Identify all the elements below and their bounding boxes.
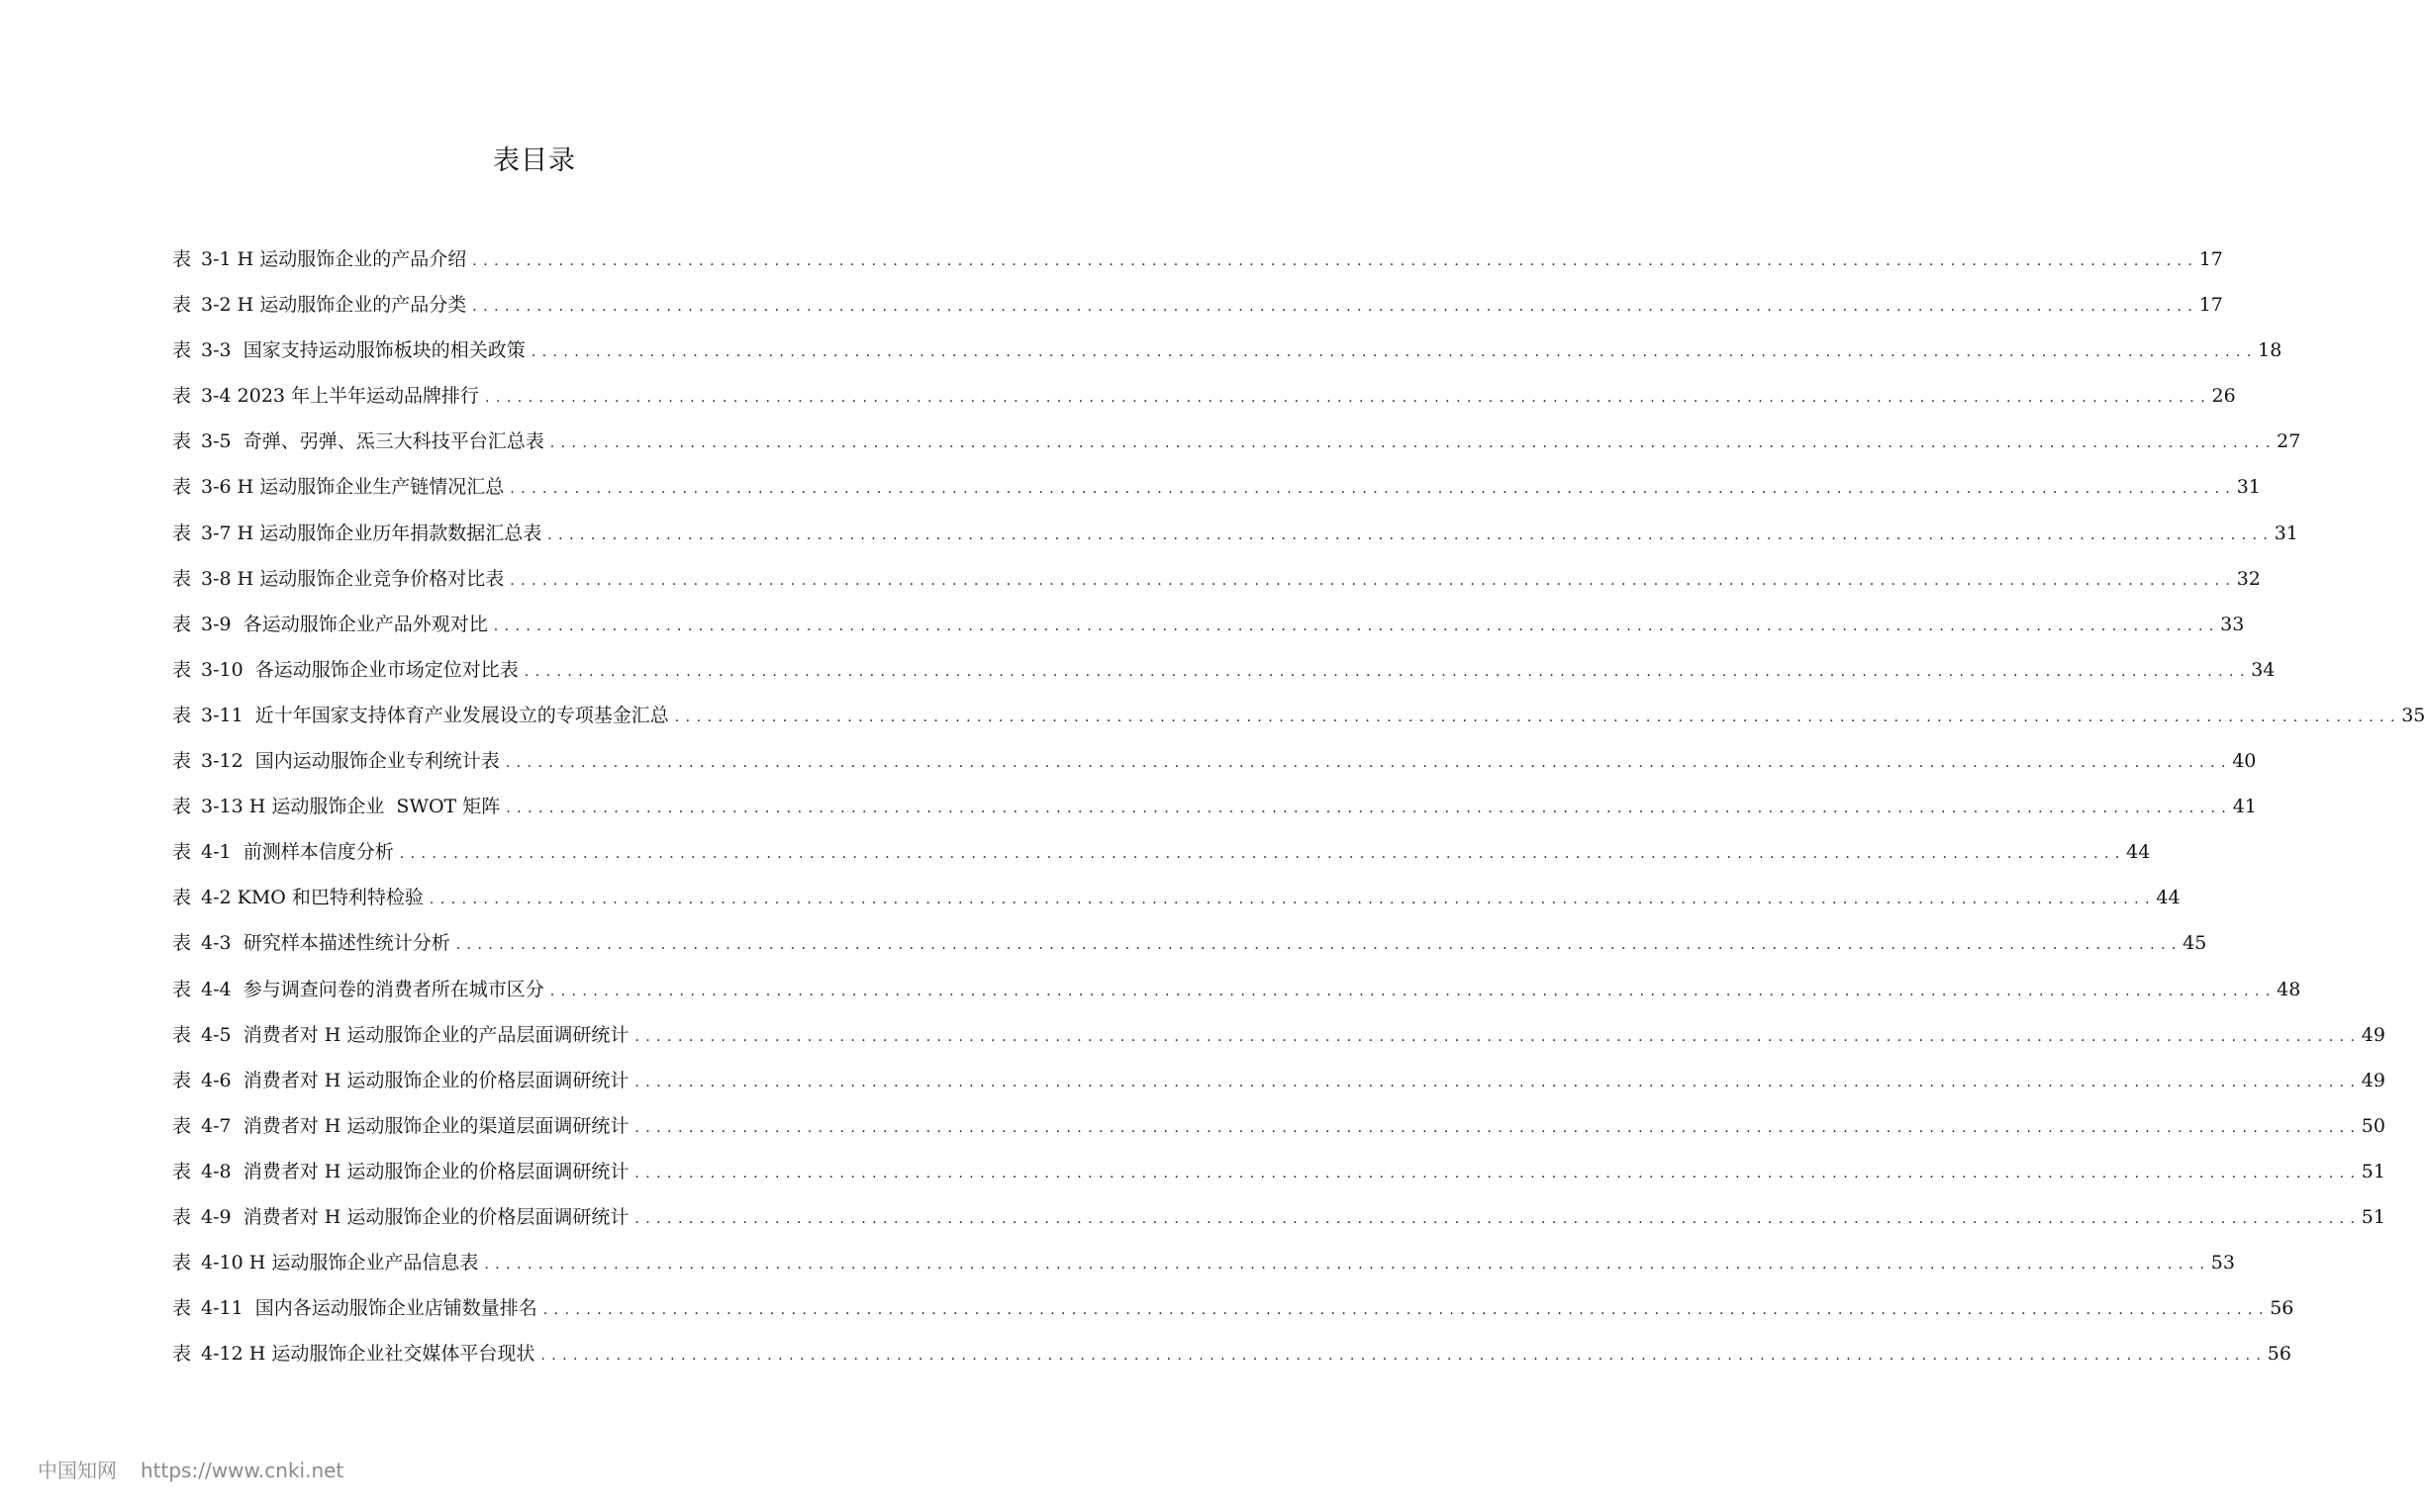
toc-entry[interactable]: [172, 1331, 2291, 1376]
dot-leader: . . . . . . . . . . . . . . . . . . . . . . . . . . . . . . . . . . . . . . . . . . . . . . . . . . . . . . . . . . . . . . . . . . . . . . . . . . . . . . . . . . . . . . . . . . . . . . . . . . . . . . . . . . . . . . . . . . . . . . . . . . . . . . . . . . . . . . . . . . . . . . . . . . . . . . . . . . . . . . . .: [505, 755, 2227, 772]
toc-entry-title: 3-3 国家支持运动服饰板块的相关政策: [201, 339, 526, 362]
toc-entry-page-number: 35: [2401, 704, 2425, 726]
dot-leader: . . . . . . . . . . . . . . . . . . . . . . . . . . . . . . . . . . . . . . . . . . . . . . . . . . . . . . . . . . . . . . . . . . . . . . . . . . . . . . . . . . . . . . . . . . . . . . . . . . . . . . . . . . . . . . . . . . . . . . . . . . . . . . . . . . . . . . . . . . . . . . . . . . . . . . . . . . . . . . . .: [524, 663, 2246, 680]
watermark-url: https://www.cnki.net: [141, 1459, 344, 1482]
toc-entry-prefix: 表: [172, 1114, 192, 1137]
toc-entry-title: 3-11 近十年国家支持体育产业发展设立的专项基金汇总: [201, 704, 669, 726]
dot-leader: . . . . . . . . . . . . . . . . . . . . . . . . . . . . . . . . . . . . . . . . . . . . . . . . . . . . . . . . . . . . . . . . . . . . . . . . . . . . . . . . . . . . . . . . . . . . . . . . . . . . . . . . . . . . . . . . . . . . . . . . . . . . . . . . . . . . . . . . . . . . . . . . . . . . . . . . . . . . . . . .: [634, 1028, 2356, 1045]
toc-entry-title: 4-12 H 运动服饰企业社交媒体平台现状: [201, 1343, 535, 1366]
toc-entry-prefix: 表: [172, 658, 192, 681]
watermark: [38, 1455, 343, 1483]
toc-entry-page-number: 18: [2258, 339, 2282, 362]
toc-entry-page-number: 51: [2361, 1160, 2385, 1182]
toc-entry-prefix: 表: [172, 1252, 192, 1275]
dot-leader: . . . . . . . . . . . . . . . . . . . . . . . . . . . . . . . . . . . . . . . . . . . . . . . . . . . . . . . . . . . . . . . . . . . . . . . . . . . . . . . . . . . . . . . . . . . . . . . . . . . . . . . . . . . . . . . . . . . . . . . . . . . . . . . . . . . . . . . . . . . . . . . . . . . . . . . . . . . . . . . .: [472, 253, 2193, 269]
toc-entry[interactable]: [172, 829, 2151, 875]
dot-leader: . . . . . . . . . . . . . . . . . . . . . . . . . . . . . . . . . . . . . . . . . . . . . . . . . . . . . . . . . . . . . . . . . . . . . . . . . . . . . . . . . . . . . . . . . . . . . . . . . . . . . . . . . . . . . . . . . . . . . . . . . . . . . . . . . . . . . . . . . . . . . . . . . . . . . . . . . . . . . . . .: [634, 1165, 2356, 1181]
toc-entry-prefix: 表: [172, 1297, 192, 1320]
toc-entry-label: [172, 419, 550, 464]
toc-entry-prefix: 表: [172, 704, 192, 726]
toc-entry[interactable]: [172, 282, 2223, 328]
toc-entry-page-number: 41: [2232, 796, 2257, 818]
toc-entry-title: 3-6 H 运动服饰企业生产链情况汇总: [201, 476, 505, 499]
toc-entry[interactable]: [172, 328, 2282, 373]
toc-entry-page-number: 26: [2211, 385, 2236, 408]
toc-entry-label: [172, 1012, 634, 1058]
toc-entry[interactable]: [172, 1240, 2235, 1285]
toc-entry-prefix: 表: [172, 294, 192, 317]
toc-entry-prefix: 表: [172, 1205, 192, 1228]
toc-entry-page-number: 48: [2277, 978, 2301, 1000]
toc-entry-prefix: 表: [172, 1069, 192, 1091]
toc-entry-page-number: 31: [2236, 476, 2261, 499]
toc-entry[interactable]: [172, 236, 2223, 282]
dot-leader: . . . . . . . . . . . . . . . . . . . . . . . . . . . . . . . . . . . . . . . . . . . . . . . . . . . . . . . . . . . . . . . . . . . . . . . . . . . . . . . . . . . . . . . . . . . . . . . . . . . . . . . . . . . . . . . . . . . . . . . . . . . . . . . . . . . . . . . . . . . . . . . . . . . . . . . . . . . . . . . .: [472, 299, 2193, 316]
toc-entry-label: [172, 1285, 543, 1331]
dot-leader: . . . . . . . . . . . . . . . . . . . . . . . . . . . . . . . . . . . . . . . . . . . . . . . . . . . . . . . . . . . . . . . . . . . . . . . . . . . . . . . . . . . . . . . . . . . . . . . . . . . . . . . . . . . . . . . . . . . . . . . . . . . . . . . . . . . . . . . . . . . . . . . . . . . . . . . . . . . . . . . .: [634, 1210, 2356, 1227]
toc-entry-prefix: 表: [172, 841, 192, 864]
toc-entry[interactable]: [172, 511, 2298, 556]
toc-entry-title: 3-9 各运动服饰企业产品外观对比: [201, 613, 488, 635]
toc-entry-title: 3-2 H 运动服饰企业的产品分类: [201, 294, 467, 317]
toc-entry[interactable]: [172, 875, 2181, 920]
toc-entry-page-number: 56: [2270, 1297, 2294, 1320]
toc-entry[interactable]: [172, 419, 2301, 464]
toc-entry-title: 4-1 前测样本信度分析: [201, 841, 394, 864]
toc-entry[interactable]: [172, 967, 2301, 1012]
page-title: 表目录: [493, 145, 576, 176]
toc-entry[interactable]: [172, 693, 2425, 738]
toc-entry[interactable]: [172, 1012, 2385, 1058]
toc-entry-label: [172, 1058, 634, 1103]
toc-entry-page-number: 44: [2126, 841, 2151, 864]
dot-leader: . . . . . . . . . . . . . . . . . . . . . . . . . . . . . . . . . . . . . . . . . . . . . . . . . . . . . . . . . . . . . . . . . . . . . . . . . . . . . . . . . . . . . . . . . . . . . . . . . . . . . . . . . . . . . . . . . . . . . . . . . . . . . . . . . . . . . . . . . . . . . . . . . . . . . . . . . . . . . . . .: [506, 801, 2227, 817]
toc-entry-prefix: 表: [172, 932, 192, 955]
toc-entry-label: [172, 1331, 540, 1376]
watermark-brand: 中国知网: [38, 1459, 117, 1482]
toc-entry-title: 3-10 各运动服饰企业市场定位对比表: [201, 658, 519, 681]
dot-leader: . . . . . . . . . . . . . . . . . . . . . . . . . . . . . . . . . . . . . . . . . . . . . . . . . . . . . . . . . . . . . . . . . . . . . . . . . . . . . . . . . . . . . . . . . . . . . . . . . . . . . . . . . . . . . . . . . . . . . . . . . . . . . . . . . . . . . . . . . . . . . . . . . . . . . . . . . . . . . . . .: [455, 937, 2178, 954]
dot-leader: . . . . . . . . . . . . . . . . . . . . . . . . . . . . . . . . . . . . . . . . . . . . . . . . . . . . . . . . . . . . . . . . . . . . . . . . . . . . . . . . . . . . . . . . . . . . . . . . . . . . . . . . . . . . . . . . . . . . . . . . . . . . . . . . . . . . . . . . . . . . . . . . . . . . . . . . . . . . . . . .: [510, 481, 2231, 498]
toc-entry-prefix: 表: [172, 521, 192, 544]
dot-leader: . . . . . . . . . . . . . . . . . . . . . . . . . . . . . . . . . . . . . . . . . . . . . . . . . . . . . . . . . . . . . . . . . . . . . . . . . . . . . . . . . . . . . . . . . . . . . . . . . . . . . . . . . . . . . . . . . . . . . . . . . . . . . . . . . . . . . . . . . . . . . . . . . . . . . . . . . . . . . . . .: [634, 1119, 2356, 1136]
toc-entry-page-number: 27: [2277, 430, 2301, 453]
toc-entry[interactable]: [172, 920, 2207, 966]
toc-entry[interactable]: [172, 464, 2261, 510]
toc-entry-title: 3-7 H 运动服饰企业历年捐款数据汇总表: [201, 521, 542, 544]
toc-entry-label: [172, 236, 472, 282]
toc-entry-label: [172, 282, 472, 328]
toc-entry-label: [172, 829, 400, 875]
toc-entry-label: [172, 556, 510, 602]
toc-entry-prefix: 表: [172, 887, 192, 909]
toc-entry-page-number: 45: [2182, 932, 2207, 955]
toc-entry[interactable]: [172, 738, 2257, 784]
toc-entry-label: [172, 875, 430, 920]
toc-entry[interactable]: [172, 647, 2276, 693]
toc-entry-label: [172, 1240, 484, 1285]
toc-entry-title: 3-5 奇弹、弜弹、炁三大科技平台汇总表: [201, 430, 544, 453]
toc-entry[interactable]: [172, 556, 2261, 602]
toc-entry-title: 4-4 参与调查问卷的消费者所在城市区分: [201, 978, 544, 1000]
toc-entry-label: [172, 511, 547, 556]
dot-leader: . . . . . . . . . . . . . . . . . . . . . . . . . . . . . . . . . . . . . . . . . . . . . . . . . . . . . . . . . . . . . . . . . . . . . . . . . . . . . . . . . . . . . . . . . . . . . . . . . . . . . . . . . . . . . . . . . . . . . . . . . . . . . . . . . . . . . . . . . . . . . . . . . . . . . . . . . . . . . . . .: [429, 892, 2151, 908]
toc-entry-title: 4-2 KMO 和巴特利特检验: [201, 887, 424, 909]
toc-entry-label: [172, 328, 532, 373]
toc-entry-label: [172, 1194, 634, 1240]
toc-entry-page-number: 50: [2361, 1114, 2385, 1137]
toc-entry-label: [172, 1103, 634, 1149]
dot-leader: . . . . . . . . . . . . . . . . . . . . . . . . . . . . . . . . . . . . . . . . . . . . . . . . . . . . . . . . . . . . . . . . . . . . . . . . . . . . . . . . . . . . . . . . . . . . . . . . . . . . . . . . . . . . . . . . . . . . . . . . . . . . . . . . . . . . . . . . . . . . . . . . . . . . . . . . . . . . . . . .: [549, 435, 2272, 452]
toc-entry-title: 3-8 H 运动服饰企业竞争价格对比表: [201, 567, 505, 590]
toc-entry-prefix: 表: [172, 430, 192, 453]
toc-entry-page-number: 49: [2361, 1023, 2385, 1046]
toc-entry-title: 4-3 研究样本描述性统计分析: [201, 932, 450, 955]
toc-entry-label: [172, 738, 506, 784]
toc-entry[interactable]: [172, 1149, 2385, 1194]
toc-entry-title: 4-9 消费者对 H 运动服饰企业的价格层面调研统计: [201, 1205, 630, 1228]
toc-entry[interactable]: [172, 373, 2236, 419]
toc-entry-prefix: 表: [172, 385, 192, 408]
toc-entry-title: 4-7 消费者对 H 运动服饰企业的渠道层面调研统计: [201, 1114, 630, 1137]
toc-entry-label: [172, 647, 525, 693]
dot-leader: . . . . . . . . . . . . . . . . . . . . . . . . . . . . . . . . . . . . . . . . . . . . . . . . . . . . . . . . . . . . . . . . . . . . . . . . . . . . . . . . . . . . . . . . . . . . . . . . . . . . . . . . . . . . . . . . . . . . . . . . . . . . . . . . . . . . . . . . . . . . . . . . . . . . . . . . . . . . . . . .: [674, 709, 2396, 725]
toc-entry-prefix: 表: [172, 1160, 192, 1182]
toc-entry[interactable]: [172, 1285, 2294, 1331]
toc-entry-page-number: 44: [2156, 887, 2181, 909]
toc-entry-prefix: 表: [172, 978, 192, 1000]
toc-entry-label: [172, 784, 506, 829]
toc-entry-title: 3-1 H 运动服饰企业的产品介绍: [201, 248, 467, 270]
toc-entry-label: [172, 693, 675, 738]
toc-entry-prefix: 表: [172, 796, 192, 818]
toc-entry-prefix: 表: [172, 750, 192, 773]
toc-entry-label: [172, 602, 494, 647]
toc-entry-prefix: 表: [172, 1343, 192, 1366]
toc-entry[interactable]: [172, 1194, 2385, 1240]
toc-entry-title: 4-8 消费者对 H 运动服饰企业的价格层面调研统计: [201, 1160, 630, 1182]
toc-entry-title: 3-4 2023 年上半年运动品牌排行: [201, 385, 480, 408]
toc-entry-prefix: 表: [172, 248, 192, 270]
dot-leader: . . . . . . . . . . . . . . . . . . . . . . . . . . . . . . . . . . . . . . . . . . . . . . . . . . . . . . . . . . . . . . . . . . . . . . . . . . . . . . . . . . . . . . . . . . . . . . . . . . . . . . . . . . . . . . . . . . . . . . . . . . . . . . . . . . . . . . . . . . . . . . . . . . . . . . . . . . . . . . . .: [542, 1302, 2265, 1319]
dot-leader: . . . . . . . . . . . . . . . . . . . . . . . . . . . . . . . . . . . . . . . . . . . . . . . . . . . . . . . . . . . . . . . . . . . . . . . . . . . . . . . . . . . . . . . . . . . . . . . . . . . . . . . . . . . . . . . . . . . . . . . . . . . . . . . . . . . . . . . . . . . . . . . . . . . . . . . . . . . . . . . .: [547, 526, 2269, 543]
toc-entry-page-number: 32: [2236, 567, 2261, 590]
toc-entry-title: 4-6 消费者对 H 运动服饰企业的价格层面调研统计: [201, 1069, 630, 1091]
toc-entry-page-number: 51: [2361, 1205, 2385, 1228]
toc-entry-page-number: 34: [2251, 658, 2276, 681]
toc-entry[interactable]: [172, 784, 2257, 829]
toc-entry-title: 4-10 H 运动服饰企业产品信息表: [201, 1252, 479, 1275]
toc-entry-page-number: 56: [2267, 1343, 2291, 1366]
toc-entry-title: 4-5 消费者对 H 运动服饰企业的产品层面调研统计: [201, 1023, 630, 1046]
dot-leader: . . . . . . . . . . . . . . . . . . . . . . . . . . . . . . . . . . . . . . . . . . . . . . . . . . . . . . . . . . . . . . . . . . . . . . . . . . . . . . . . . . . . . . . . . . . . . . . . . . . . . . . . . . . . . . . . . . . . . . . . . . . . . . . . . . . . . . . . . . . . . . . . . . . . . . . . . . . . . . . .: [549, 983, 2272, 999]
dot-leader: . . . . . . . . . . . . . . . . . . . . . . . . . . . . . . . . . . . . . . . . . . . . . . . . . . . . . . . . . . . . . . . . . . . . . . . . . . . . . . . . . . . . . . . . . . . . . . . . . . . . . . . . . . . . . . . . . . . . . . . . . . . . . . . . . . . . . . . . . . . . . . . . . . . . . . . . . . . . . . . .: [484, 1257, 2205, 1274]
dot-leader: . . . . . . . . . . . . . . . . . . . . . . . . . . . . . . . . . . . . . . . . . . . . . . . . . . . . . . . . . . . . . . . . . . . . . . . . . . . . . . . . . . . . . . . . . . . . . . . . . . . . . . . . . . . . . . . . . . . . . . . . . . . . . . . . . . . . . . . . . . . . . . . . . . . . . . . . . . . . . . . .: [634, 1074, 2356, 1090]
toc-entry-prefix: 表: [172, 613, 192, 635]
dot-leader: . . . . . . . . . . . . . . . . . . . . . . . . . . . . . . . . . . . . . . . . . . . . . . . . . . . . . . . . . . . . . . . . . . . . . . . . . . . . . . . . . . . . . . . . . . . . . . . . . . . . . . . . . . . . . . . . . . . . . . . . . . . . . . . . . . . . . . . . . . . . . . . . . . . . . . . . . . . . . . . .: [531, 344, 2253, 361]
dot-leader: . . . . . . . . . . . . . . . . . . . . . . . . . . . . . . . . . . . . . . . . . . . . . . . . . . . . . . . . . . . . . . . . . . . . . . . . . . . . . . . . . . . . . . . . . . . . . . . . . . . . . . . . . . . . . . . . . . . . . . . . . . . . . . . . . . . . . . . . . . . . . . . . . . . . . . . . . . . . . . . .: [399, 846, 2121, 863]
toc-entry-page-number: 40: [2232, 750, 2257, 773]
dot-leader: . . . . . . . . . . . . . . . . . . . . . . . . . . . . . . . . . . . . . . . . . . . . . . . . . . . . . . . . . . . . . . . . . . . . . . . . . . . . . . . . . . . . . . . . . . . . . . . . . . . . . . . . . . . . . . . . . . . . . . . . . . . . . . . . . . . . . . . . . . . . . . . . . . . . . . . . . . . . . . . .: [485, 390, 2206, 407]
toc-entry-title: 4-11 国内各运动服饰企业店铺数量排名: [201, 1297, 537, 1320]
toc-entry-title: 3-13 H 运动服饰企业 SWOT 矩阵: [201, 796, 501, 818]
toc-entry-page-number: 31: [2274, 521, 2298, 544]
toc-entry-page-number: 17: [2198, 248, 2223, 270]
toc-entry-prefix: 表: [172, 339, 192, 362]
toc-entry-label: [172, 464, 510, 510]
toc-entry-label: [172, 967, 550, 1012]
toc-entry-prefix: 表: [172, 476, 192, 499]
toc-entry-label: [172, 920, 456, 966]
toc-entry-title: 3-12 国内运动服饰企业专利统计表: [201, 750, 500, 773]
toc-entry-page-number: 17: [2198, 294, 2223, 317]
dot-leader: . . . . . . . . . . . . . . . . . . . . . . . . . . . . . . . . . . . . . . . . . . . . . . . . . . . . . . . . . . . . . . . . . . . . . . . . . . . . . . . . . . . . . . . . . . . . . . . . . . . . . . . . . . . . . . . . . . . . . . . . . . . . . . . . . . . . . . . . . . . . . . . . . . . . . . . . . . . . . . . .: [510, 572, 2231, 589]
toc-entry[interactable]: [172, 602, 2245, 647]
toc-entry-page-number: 49: [2361, 1069, 2385, 1091]
toc-entry-page-number: 33: [2220, 613, 2245, 635]
toc-entry-label: [172, 1149, 634, 1194]
dot-leader: . . . . . . . . . . . . . . . . . . . . . . . . . . . . . . . . . . . . . . . . . . . . . . . . . . . . . . . . . . . . . . . . . . . . . . . . . . . . . . . . . . . . . . . . . . . . . . . . . . . . . . . . . . . . . . . . . . . . . . . . . . . . . . . . . . . . . . . . . . . . . . . . . . . . . . . . . . . . . . . .: [493, 617, 2215, 634]
table-of-tables: [172, 236, 2425, 1376]
toc-entry-label: [172, 373, 485, 419]
dot-leader: . . . . . . . . . . . . . . . . . . . . . . . . . . . . . . . . . . . . . . . . . . . . . . . . . . . . . . . . . . . . . . . . . . . . . . . . . . . . . . . . . . . . . . . . . . . . . . . . . . . . . . . . . . . . . . . . . . . . . . . . . . . . . . . . . . . . . . . . . . . . . . . . . . . . . . . . . . . . . . . .: [540, 1348, 2262, 1365]
toc-entry[interactable]: [172, 1103, 2385, 1149]
toc-entry[interactable]: [172, 1058, 2385, 1103]
toc-entry-page-number: 53: [2210, 1252, 2235, 1275]
toc-entry-prefix: 表: [172, 567, 192, 590]
toc-entry-prefix: 表: [172, 1023, 192, 1046]
